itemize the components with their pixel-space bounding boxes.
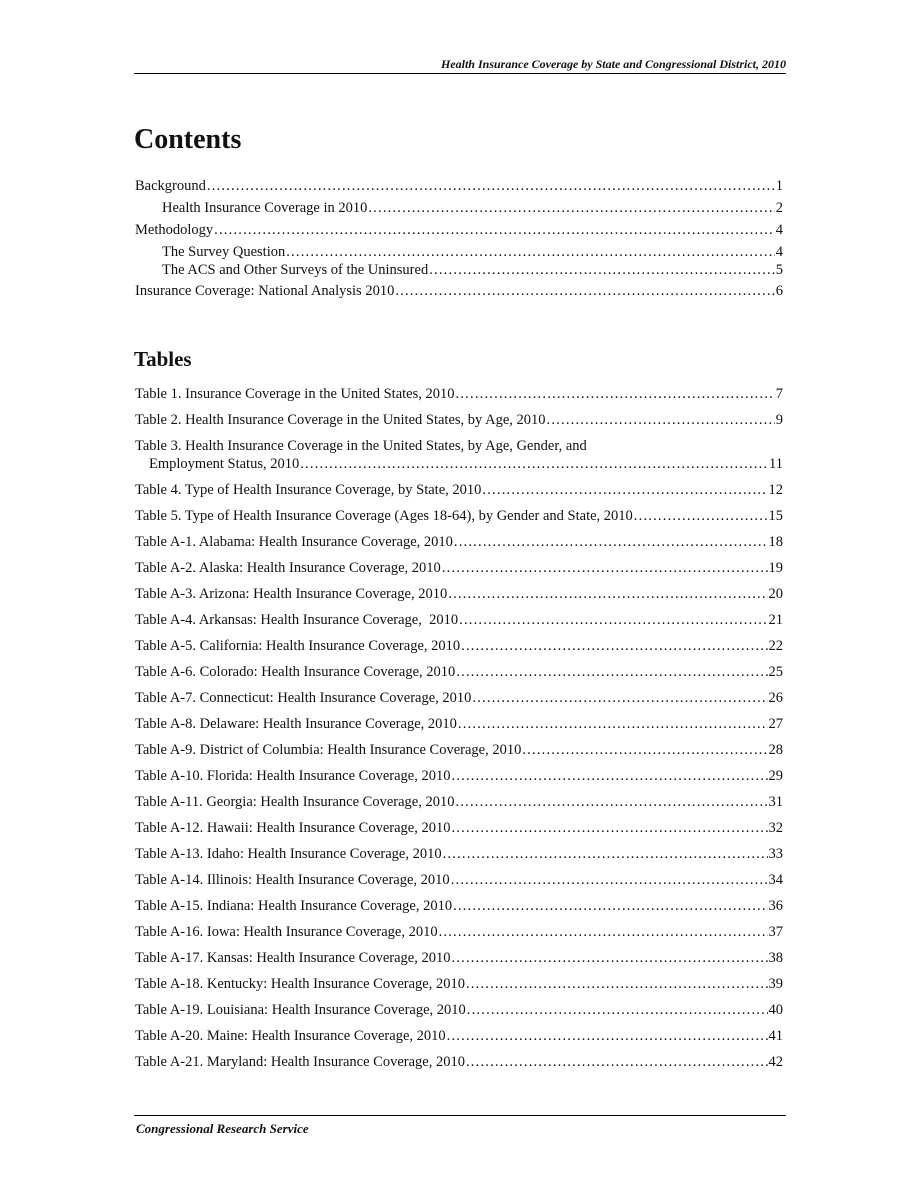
- toc-entry-page: 26: [768, 690, 783, 706]
- dot-leader: [472, 689, 767, 707]
- toc-entry-page: 34: [768, 872, 783, 888]
- toc-table-entry[interactable]: [135, 481, 783, 499]
- toc-entry-page: 40: [768, 1002, 783, 1018]
- dot-leader: [451, 819, 767, 837]
- footer-rule: [134, 1115, 786, 1116]
- toc-entry-label: Table A-2. Alaska: Health Insurance Coverage, 2010: [135, 560, 441, 576]
- toc-table-entry[interactable]: [135, 949, 783, 967]
- toc-table-entry[interactable]: [135, 793, 783, 811]
- toc-entry-page: 28: [768, 742, 783, 758]
- dot-leader: [439, 923, 768, 941]
- toc-entry-label: Table A-18. Kentucky: Health Insurance Coverage, 2010: [135, 976, 465, 992]
- dot-leader: [207, 177, 775, 195]
- dot-leader: [522, 741, 767, 759]
- dot-leader: [458, 715, 768, 733]
- toc-entry-page: 15: [768, 508, 783, 524]
- toc-entry-label: The ACS and Other Surveys of the Uninsured: [162, 262, 429, 278]
- toc-entry-label: Table A-19. Louisiana: Health Insurance Coverage, 2010: [135, 1002, 466, 1018]
- toc-table-entry[interactable]: [135, 741, 783, 759]
- toc-table-entry[interactable]: [135, 611, 783, 629]
- toc-table-entry[interactable]: [135, 411, 783, 429]
- dot-leader: [482, 481, 767, 499]
- dot-leader: [467, 1001, 768, 1019]
- contents-heading: Contents: [134, 124, 242, 155]
- toc-entry-label: Table 5. Type of Health Insurance Coverage (Ages 18-64), by Gender and State, 2010: [135, 508, 633, 524]
- toc-entry-label: Table 1. Insurance Coverage in the United States, 2010: [135, 386, 455, 402]
- toc-entry-label: Table A-21. Maryland: Health Insurance Coverage, 2010: [135, 1054, 465, 1070]
- toc-table-entry[interactable]: [135, 897, 783, 915]
- toc-entry-label: Methodology: [135, 222, 214, 238]
- dot-leader: [286, 243, 775, 261]
- toc-entry-label: Background: [135, 178, 206, 194]
- toc-entry-label: Table A-1. Alabama: Health Insurance Coverage, 2010: [135, 534, 453, 550]
- tables-heading: Tables: [134, 347, 192, 371]
- toc-table-entry[interactable]: [135, 767, 783, 785]
- toc-entry-page: 36: [768, 898, 783, 914]
- toc-entry-label: Table A-20. Maine: Health Insurance Coverage, 2010: [135, 1028, 446, 1044]
- toc-entry-page: 20: [768, 586, 783, 602]
- toc-table-entry[interactable]: [135, 437, 783, 473]
- dot-leader: [466, 1053, 768, 1071]
- toc-entry-label: Table A-14. Illinois: Health Insurance Coverage, 2010: [135, 872, 450, 888]
- toc-entry-survey-question[interactable]: [135, 243, 783, 261]
- toc-entry-page: 5: [775, 262, 783, 278]
- toc-table-entry[interactable]: [135, 385, 783, 403]
- toc-table-entry[interactable]: [135, 637, 783, 655]
- toc-entry-background[interactable]: [135, 177, 783, 195]
- toc-table-entry[interactable]: [135, 715, 783, 733]
- dot-leader: [466, 975, 768, 993]
- toc-entry-acs-surveys[interactable]: [135, 261, 783, 279]
- toc-entry-page: 6: [775, 283, 783, 299]
- header-rule: [134, 73, 786, 74]
- toc-table-entry[interactable]: [135, 1027, 783, 1045]
- toc-entry-label: Table A-5. California: Health Insurance Coverage, 2010: [135, 638, 461, 654]
- toc-entry-page: 31: [768, 794, 783, 810]
- toc-entry-label: The Survey Question: [162, 244, 286, 260]
- toc-entry-national-analysis[interactable]: [135, 282, 783, 300]
- toc-entry-label: Table A-9. District of Columbia: Health Insurance Coverage, 2010: [135, 742, 522, 758]
- dot-leader: [447, 1027, 768, 1045]
- toc-entry-page: 18: [768, 534, 783, 550]
- toc-entry-label: Table 4. Type of Health Insurance Coverage, by State, 2010: [135, 482, 482, 498]
- toc-entry-page: 11: [769, 456, 783, 472]
- dot-leader: [459, 611, 767, 629]
- toc-table-entry[interactable]: [135, 1001, 783, 1019]
- toc-entry-label: Table A-13. Idaho: Health Insurance Coverage, 2010: [135, 846, 442, 862]
- toc-table-entry[interactable]: [135, 819, 783, 837]
- dot-leader: [214, 221, 775, 239]
- dot-leader: [442, 559, 768, 577]
- dot-leader: [456, 793, 768, 811]
- toc-table-entry[interactable]: [135, 585, 783, 603]
- toc-table-entry[interactable]: [135, 559, 783, 577]
- toc-entry-page: 41: [768, 1028, 783, 1044]
- dot-leader: [634, 507, 768, 525]
- toc-entry-page: 22: [768, 638, 783, 654]
- toc-entry-label: Table A-3. Arizona: Health Insurance Coverage, 2010: [135, 586, 448, 602]
- dot-leader: [448, 585, 767, 603]
- toc-table-entry[interactable]: [135, 533, 783, 551]
- dot-leader: [454, 533, 768, 551]
- toc-table-entry[interactable]: [135, 663, 783, 681]
- toc-entry-label: Health Insurance Coverage in 2010: [162, 200, 368, 216]
- running-footer: Congressional Research Service: [136, 1121, 309, 1136]
- dot-leader: [395, 282, 774, 300]
- toc-entry-page: 4: [775, 222, 783, 238]
- contents-list: [135, 177, 783, 304]
- toc-entry-page: 21: [768, 612, 783, 628]
- toc-entry-label: Table A-17. Kansas: Health Insurance Coverage, 2010: [135, 950, 451, 966]
- toc-table-entry[interactable]: [135, 871, 783, 889]
- toc-entry-page: 4: [775, 244, 783, 260]
- dot-leader: [451, 949, 767, 967]
- toc-entry-coverage-2010[interactable]: [135, 199, 783, 217]
- toc-entry-page: 33: [768, 846, 783, 862]
- toc-entry-page: 25: [768, 664, 783, 680]
- dot-leader: [456, 663, 767, 681]
- toc-entry-label: Table A-8. Delaware: Health Insurance Coverage, 2010: [135, 716, 457, 732]
- dot-leader: [443, 845, 768, 863]
- toc-entry-label: Table A-11. Georgia: Health Insurance Coverage, 2010: [135, 794, 455, 810]
- dot-leader: [300, 455, 768, 473]
- dot-leader: [368, 199, 774, 217]
- toc-entry-page: 29: [768, 768, 783, 784]
- dot-leader: [453, 897, 767, 915]
- toc-entry-label: Table A-15. Indiana: Health Insurance Coverage, 2010: [135, 898, 453, 914]
- toc-entry-label: Table 2. Health Insurance Coverage in the United States, by Age, 2010: [135, 412, 546, 428]
- toc-entry-page: 39: [768, 976, 783, 992]
- toc-entry-page: 37: [768, 924, 783, 940]
- toc-table-entry[interactable]: [135, 1053, 783, 1071]
- toc-entry-page: 32: [768, 820, 783, 836]
- toc-entry-page: 27: [768, 716, 783, 732]
- dot-leader: [451, 767, 767, 785]
- toc-entry-label-continued: Employment Status, 2010: [149, 456, 300, 472]
- toc-entry-label: Table 3. Health Insurance Coverage in the United States, by Age, Gender, and: [135, 438, 587, 454]
- toc-entry-page: 1: [775, 178, 783, 194]
- toc-table-entry[interactable]: [135, 845, 783, 863]
- dot-leader: [456, 385, 775, 403]
- toc-entry-label: Table A-12. Hawaii: Health Insurance Coverage, 2010: [135, 820, 451, 836]
- toc-entry-label: Table A-4. Arkansas: Health Insurance Coverage, 2010: [135, 612, 459, 628]
- toc-entry-page: 42: [768, 1054, 783, 1070]
- toc-entry-label: Table A-6. Colorado: Health Insurance Coverage, 2010: [135, 664, 456, 680]
- tables-list: [135, 385, 783, 1079]
- toc-entry-page: 12: [768, 482, 783, 498]
- running-header: Health Insurance Coverage by State and Congressional District, 2010: [440, 57, 786, 71]
- dot-leader: [451, 871, 768, 889]
- dot-leader: [461, 637, 767, 655]
- dot-leader: [429, 261, 775, 279]
- toc-entry-label: Table A-10. Florida: Health Insurance Coverage, 2010: [135, 768, 451, 784]
- toc-table-entry[interactable]: [135, 975, 783, 993]
- toc-entry-page: 19: [768, 560, 783, 576]
- dot-leader: [547, 411, 775, 429]
- toc-entry-page: 7: [775, 386, 783, 402]
- toc-table-entry[interactable]: [135, 507, 783, 525]
- toc-entry-label: Table A-16. Iowa: Health Insurance Coverage, 2010: [135, 924, 438, 940]
- toc-entry-page: 9: [775, 412, 783, 428]
- toc-entry-label: Table A-7. Connecticut: Health Insurance Coverage, 2010: [135, 690, 472, 706]
- toc-entry-page: 38: [768, 950, 783, 966]
- toc-entry-page: 2: [775, 200, 783, 216]
- toc-entry-label: Insurance Coverage: National Analysis 2010: [135, 283, 395, 299]
- toc-table-entry[interactable]: [135, 689, 783, 707]
- toc-table-entry[interactable]: [135, 923, 783, 941]
- toc-entry-methodology[interactable]: [135, 221, 783, 239]
